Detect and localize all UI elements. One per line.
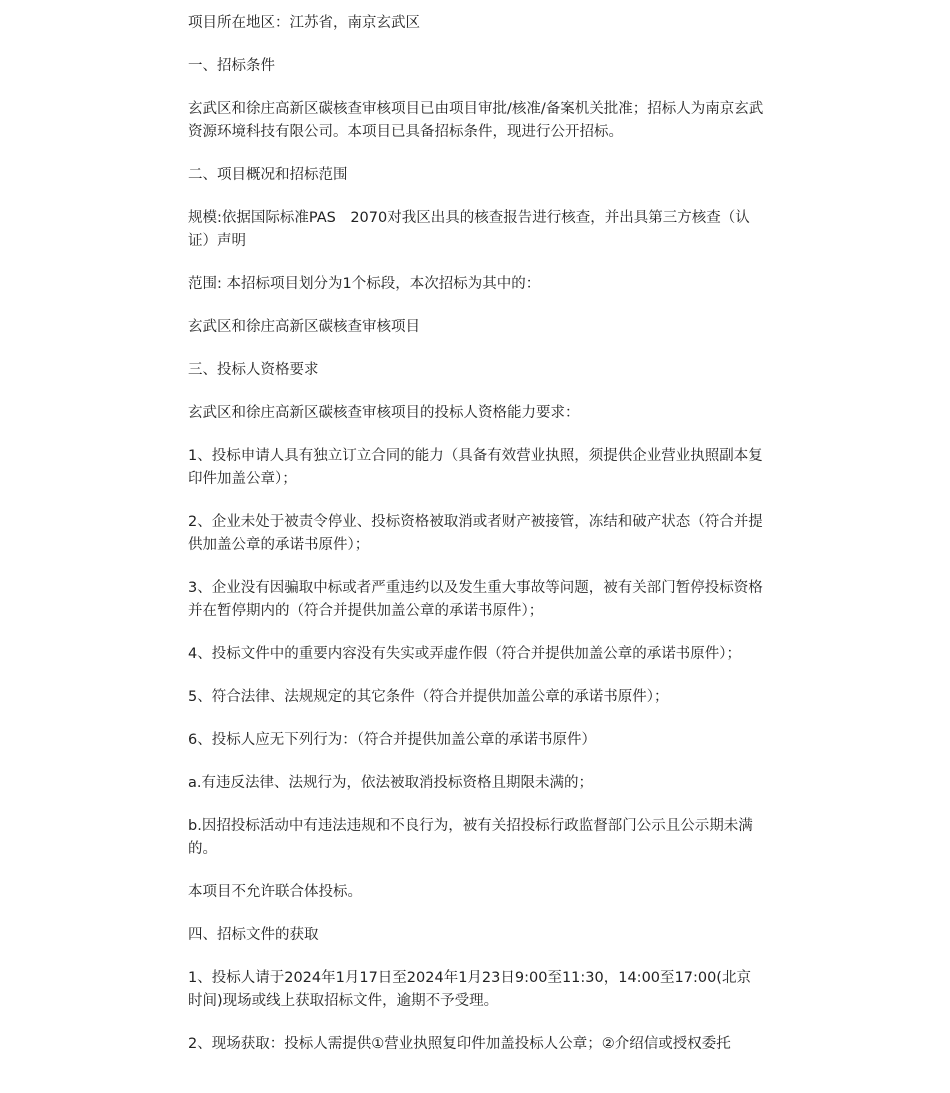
section-heading-project-overview: 二、项目概况和招标范围 [188,167,348,183]
bidding-conditions-text: 玄武区和徐庄高新区碳核查审核项目已由项目审批/核准/备案机关批准；招标人为南京玄武资源环境科技有限公司。本项目已具备招标条件，现进行公开招标。 [188,101,764,140]
qualification-subitem: a.有违反法律、法规行为，依法被取消投标资格且期限未满的； [188,775,593,791]
section-heading-tender-documents: 四、招标文件的获取 [188,927,319,943]
section-heading-qualification: 三、投标人资格要求 [188,362,319,378]
tender-documents-item: 1、投标人请于2024年1月17日至2024年1月23日9:00至11:30，14:00至17:00(北京时间)现场或线上获取招标文件，逾期不予受理。 [188,970,751,1009]
qualification-item: 6、投标人应无下列行为：（符合并提供加盖公章的承诺书原件） [188,732,596,748]
qualification-item: 1、投标申请人具有独立订立合同的能力（具备有效营业执照，须提供企业营业执照副本复印件加盖公章）； [188,448,763,487]
project-location: 项目所在地区：江苏省，南京玄武区 [188,15,420,31]
project-scale-text: 规模:依据国际标准PAS 2070对我区出具的核查报告进行核查，并出具第三方核查（认证）声明 [188,210,750,249]
project-scope-text: 范围: 本招标项目划分为1个标段，本次招标为其中的： [188,276,541,292]
qualification-intro: 玄武区和徐庄高新区碳核查审核项目的投标人资格能力要求： [188,405,580,421]
qualification-item: 5、符合法律、法规规定的其它条件（符合并提供加盖公章的承诺书原件）； [188,689,669,705]
qualification-item: 2、企业未处于被责令停业、投标资格被取消或者财产被接管，冻结和破产状态（符合并提供加盖公章的承诺书原件）； [188,514,763,553]
qualification-item: 4、投标文件中的重要内容没有失实或弄虚作假（符合并提供加盖公章的承诺书原件）； [188,646,741,662]
section-heading-bidding-conditions: 一、招标条件 [188,58,275,74]
qualification-subitem: b.因招投标活动中有违法违规和不良行为，被有关招投标行政监督部门公示且公示期未满的。 [188,818,753,857]
project-name: 玄武区和徐庄高新区碳核查审核项目 [188,319,420,335]
qualification-item: 3、企业没有因骗取中标或者严重违约以及发生重大事故等问题，被有关部门暂停投标资格并在暂停期内的（符合并提供加盖公章的承诺书原件）； [188,580,763,619]
consortium-note: 本项目不允许联合体投标。 [188,884,362,900]
tender-documents-item: 2、现场获取：投标人需提供①营业执照复印件加盖投标人公章；②介绍信或授权委托 [188,1036,731,1052]
document-body [188,12,764,1076]
